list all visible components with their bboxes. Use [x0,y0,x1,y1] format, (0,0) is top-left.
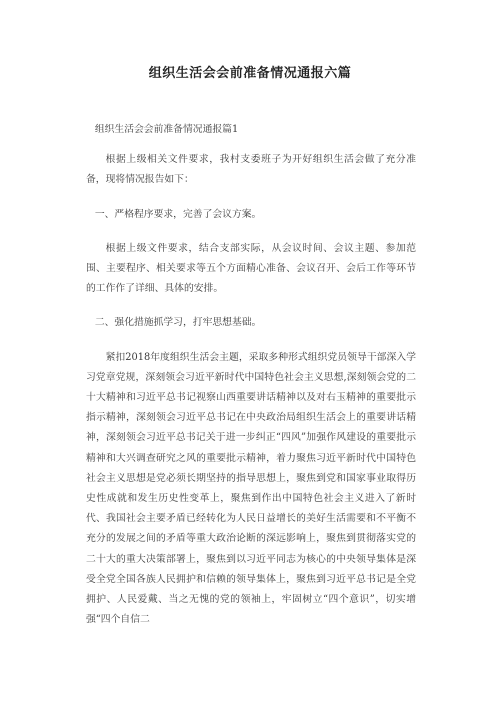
document-body [86,120,416,630]
document-subtitle: 组织生活会会前准备情况通报篇1 [94,124,239,135]
intro-paragraph: 根据上级相关文件要求，我村支委班子为开好组织生活会做了充分准备，现将情况报告如下： [86,154,416,186]
section-paragraph-1: 根据上级文件要求，结合支部实际，从会议时间、会议主题、参加范围、主要程序、相关要求等五个方面精心准备、会议召开、会后工作等环节的工作作了详细、具体的安排。 [86,242,416,295]
section-heading-1: 一、严格程序要求，完善了会议方案。 [94,208,262,220]
section-paragraph-2: 紧扣2018年度组织生活会主题，采取多种形式组织党员领导干部深入学习党章党规，深刻领会习近平新时代中国特色社会主义思想,深刻领会党的二十大精神和习近平总书记视察山西重要讲话精神以及对右玉精神的重要批示指示精神，深刻领会习近平总书记在中央政治局组织生活会上的重要讲话精神，深刻领会习近平总书记关于进一步纠正“四风”加强作风建设的重要批示精神和大兴调查研究之风的重要批示精神，着力聚焦习近平新时代中国特色社会主义思想是党必须长期坚持的指导思想上，聚焦到党和国家事业取得历史性成就和发生历史性变革上，聚焦到作出中国特色社会主义进入了新时代、我国社会主要矛盾已经转化为人民日益增长的美好生活需要和不平衡不充分的发展之间的矛盾等重大政治论断的深远影响上，聚焦到贯彻落实党的二十大的重大决策部署上，聚焦到以习近平同志为核心的中央领导集体是深受全党全国各族人民拥护和信赖的领导集体上，聚焦到习近平总书记是全党拥护、人民爱戴、当之无愧的党的领袖上，牢固树立“四个意识”，切实增强“四个自信二 [86,351,416,626]
section-heading-2: 二、强化措施抓学习，打牢思想基础。 [94,317,262,329]
document-title: 组织生活会会前准备情况通报六篇 [148,66,352,81]
